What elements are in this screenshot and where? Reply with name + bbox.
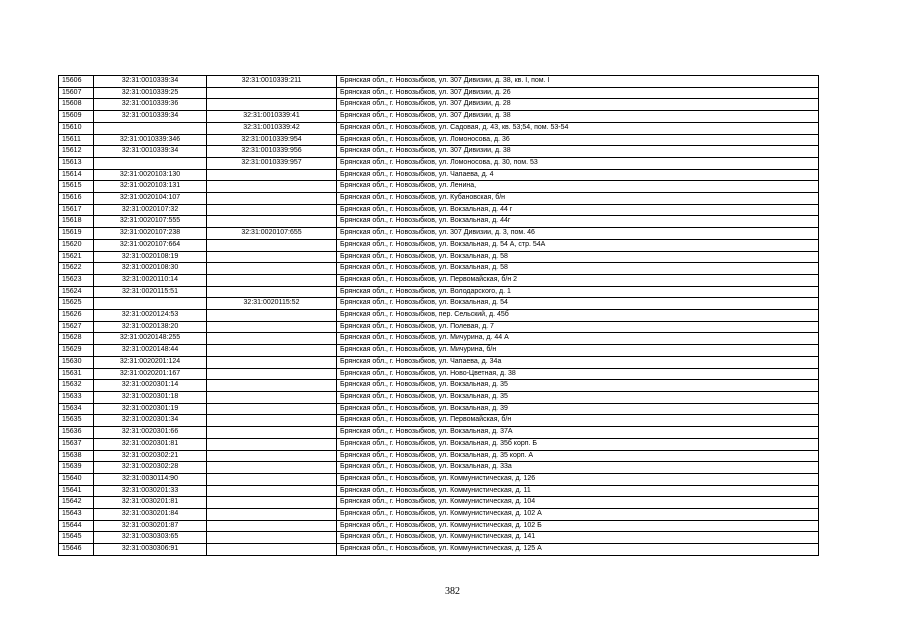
row-number-cell: 15646 <box>59 544 94 556</box>
row-number-cell: 15621 <box>59 251 94 263</box>
address-cell: Брянская обл., г. Новозыбков, ул. Ново-Цветная, д. 38 <box>337 368 819 380</box>
address-cell: Брянская обл., г. Новозыбков, ул. Вокзальная, д. 54 <box>337 298 819 310</box>
object-number-cell: 32:31:0010339:211 <box>207 76 337 88</box>
row-number-cell: 15616 <box>59 193 94 205</box>
address-cell: Брянская обл., г. Новозыбков, ул. 307 Дивизии, д. 26 <box>337 87 819 99</box>
object-number-cell <box>207 169 337 181</box>
address-cell: Брянская обл., г. Новозыбков, ул. Мичурина, д. 44 А <box>337 333 819 345</box>
row-number-cell: 15630 <box>59 356 94 368</box>
row-number-cell: 15632 <box>59 380 94 392</box>
table-row <box>59 509 819 521</box>
object-number-cell <box>207 310 337 322</box>
row-number-cell: 15641 <box>59 485 94 497</box>
row-number-cell: 15640 <box>59 473 94 485</box>
row-number-cell: 15620 <box>59 239 94 251</box>
table-row <box>59 415 819 427</box>
address-cell: Брянская обл., г. Новозыбков, ул. Коммунистическая, д. 104 <box>337 497 819 509</box>
cadastral-number-cell: 32:31:0030201:81 <box>94 497 207 509</box>
cadastral-number-cell: 32:31:0030303:65 <box>94 532 207 544</box>
object-number-cell <box>207 333 337 345</box>
address-cell: Брянская обл., г. Новозыбков, ул. Вокзальная, д. 35б корп. Б <box>337 438 819 450</box>
table-row <box>59 497 819 509</box>
table-row <box>59 146 819 158</box>
row-number-cell: 15614 <box>59 169 94 181</box>
table-row <box>59 181 819 193</box>
row-number-cell: 15631 <box>59 368 94 380</box>
object-number-cell <box>207 286 337 298</box>
object-number-cell: 32:31:0010339:956 <box>207 146 337 158</box>
object-number-cell <box>207 391 337 403</box>
cadastral-number-cell: 32:31:0020104:107 <box>94 193 207 205</box>
row-number-cell: 15639 <box>59 462 94 474</box>
cadastral-number-cell: 32:31:0030201:33 <box>94 485 207 497</box>
row-number-cell: 15642 <box>59 497 94 509</box>
cadastral-number-cell: 32:31:0020301:34 <box>94 415 207 427</box>
object-number-cell <box>207 544 337 556</box>
address-cell: Брянская обл., г. Новозыбков, ул. Вокзальная, д. 35 <box>337 380 819 392</box>
address-cell: Брянская обл., г. Новозыбков, ул. Ломоносова, д. 36 <box>337 134 819 146</box>
address-cell: Брянская обл., г. Новозыбков, ул. Коммунистическая, д. 102 А <box>337 509 819 521</box>
address-cell: Брянская обл., г. Новозыбков, ул. 307 Дивизии, д. 28 <box>337 99 819 111</box>
address-cell: Брянская обл., г. Новозыбков, ул. Первомайская, б/н 2 <box>337 274 819 286</box>
address-cell: Брянская обл., г. Новозыбков, ул. Коммунистическая, д. 11 <box>337 485 819 497</box>
cadastral-number-cell: 32:31:0030306:91 <box>94 544 207 556</box>
object-number-cell: 32:31:0010339:42 <box>207 122 337 134</box>
object-number-cell: 32:31:0010339:957 <box>207 157 337 169</box>
table-row <box>59 532 819 544</box>
object-number-cell: 32:31:0020107:655 <box>207 228 337 240</box>
row-number-cell: 15618 <box>59 216 94 228</box>
table-row <box>59 333 819 345</box>
table-row <box>59 239 819 251</box>
table-row <box>59 345 819 357</box>
cadastral-number-cell <box>94 157 207 169</box>
object-number-cell <box>207 380 337 392</box>
object-number-cell <box>207 473 337 485</box>
object-number-cell <box>207 345 337 357</box>
table-row <box>59 99 819 111</box>
object-number-cell <box>207 193 337 205</box>
cadastral-number-cell: 32:31:0030201:87 <box>94 520 207 532</box>
table-row <box>59 438 819 450</box>
object-number-cell <box>207 520 337 532</box>
table-row <box>59 485 819 497</box>
row-number-cell: 15609 <box>59 111 94 123</box>
cadastral-number-cell: 32:31:0030201:84 <box>94 509 207 521</box>
cadastral-number-cell: 32:31:0020301:19 <box>94 403 207 415</box>
table-row <box>59 391 819 403</box>
cadastral-number-cell: 32:31:0010339:36 <box>94 99 207 111</box>
address-cell: Брянская обл., г. Новозыбков, ул. 307 Дивизии, д. 38 <box>337 146 819 158</box>
cadastral-number-cell: 32:31:0020302:28 <box>94 462 207 474</box>
table-row <box>59 403 819 415</box>
table-row <box>59 368 819 380</box>
row-number-cell: 15612 <box>59 146 94 158</box>
address-cell: Брянская обл., г. Новозыбков, ул. Володарского, д. 1 <box>337 286 819 298</box>
table-row <box>59 356 819 368</box>
table-row <box>59 193 819 205</box>
object-number-cell <box>207 497 337 509</box>
cadastral-number-cell: 32:31:0020107:555 <box>94 216 207 228</box>
address-cell: Брянская обл., г. Новозыбков, ул. Кубановская, б/н <box>337 193 819 205</box>
cadastral-number-cell: 32:31:0020148:255 <box>94 333 207 345</box>
row-number-cell: 15624 <box>59 286 94 298</box>
address-cell: Брянская обл., г. Новозыбков, ул. Первомайская, б/н <box>337 415 819 427</box>
cadastral-number-cell: 32:31:0020301:18 <box>94 391 207 403</box>
row-number-cell: 15627 <box>59 321 94 333</box>
row-number-cell: 15608 <box>59 99 94 111</box>
row-number-cell: 15637 <box>59 438 94 450</box>
table-row <box>59 122 819 134</box>
row-number-cell: 15619 <box>59 228 94 240</box>
cadastral-number-cell: 32:31:0020107:32 <box>94 204 207 216</box>
cadastral-number-cell: 32:31:0020201:124 <box>94 356 207 368</box>
row-number-cell: 15613 <box>59 157 94 169</box>
address-cell: Брянская обл., г. Новозыбков, ул. Мичурина, б/н <box>337 345 819 357</box>
address-cell: Брянская обл., г. Новозыбков, ул. Вокзальная, д. 44 г <box>337 204 819 216</box>
table-row <box>59 134 819 146</box>
table-row <box>59 286 819 298</box>
cadastral-number-cell: 32:31:0030114:90 <box>94 473 207 485</box>
cadastral-number-cell: 32:31:0020110:14 <box>94 274 207 286</box>
table-row <box>59 111 819 123</box>
object-number-cell <box>207 368 337 380</box>
table-row <box>59 427 819 439</box>
row-number-cell: 15607 <box>59 87 94 99</box>
cadastral-number-cell: 32:31:0020107:664 <box>94 239 207 251</box>
row-number-cell: 15606 <box>59 76 94 88</box>
object-number-cell <box>207 251 337 263</box>
object-number-cell <box>207 181 337 193</box>
table-row <box>59 251 819 263</box>
address-cell: Брянская обл., г. Новозыбков, ул. Садовая, д. 43, кв. 53;54, пом. 53-54 <box>337 122 819 134</box>
cadastral-number-cell: 32:31:0020115:51 <box>94 286 207 298</box>
cadastral-number-cell: 32:31:0010339:34 <box>94 111 207 123</box>
address-cell: Брянская обл., г. Новозыбков, пер. Сельский, д. 45б <box>337 310 819 322</box>
address-cell: Брянская обл., г. Новозыбков, ул. Полевая, д. 7 <box>337 321 819 333</box>
object-number-cell <box>207 532 337 544</box>
address-cell: Брянская обл., г. Новозыбков, ул. Вокзальная, д. 58 <box>337 251 819 263</box>
cadastral-number-cell: 32:31:0020301:66 <box>94 427 207 439</box>
table-row <box>59 321 819 333</box>
row-number-cell: 15623 <box>59 274 94 286</box>
object-number-cell <box>207 427 337 439</box>
object-number-cell <box>207 509 337 521</box>
row-number-cell: 15644 <box>59 520 94 532</box>
address-cell: Брянская обл., г. Новозыбков, ул. 307 Дивизии, д. 3, пом. 46 <box>337 228 819 240</box>
object-number-cell <box>207 204 337 216</box>
address-cell: Брянская обл., г. Новозыбков, ул. Вокзальная, д. 54 А, стр. 54А <box>337 239 819 251</box>
address-cell: Брянская обл., г. Новозыбков, ул. Ломоносова, д. 30, пом. 53 <box>337 157 819 169</box>
object-number-cell <box>207 450 337 462</box>
address-cell: Брянская обл., г. Новозыбков, ул. Вокзальная, д. 35 <box>337 391 819 403</box>
table-row <box>59 169 819 181</box>
object-number-cell <box>207 99 337 111</box>
table-row <box>59 157 819 169</box>
object-number-cell <box>207 239 337 251</box>
row-number-cell: 15626 <box>59 310 94 322</box>
address-cell: Брянская обл., г. Новозыбков, ул. Коммунистическая, д. 141 <box>337 532 819 544</box>
object-number-cell <box>207 216 337 228</box>
cadastral-number-cell: 32:31:0020108:19 <box>94 251 207 263</box>
table-row <box>59 87 819 99</box>
registry-table <box>58 75 819 556</box>
table-row <box>59 544 819 556</box>
address-cell: Брянская обл., г. Новозыбков, ул. Вокзальная, д. 44г <box>337 216 819 228</box>
table-row <box>59 380 819 392</box>
cadastral-number-cell: 32:31:0010339:34 <box>94 146 207 158</box>
table-row <box>59 216 819 228</box>
row-number-cell: 15617 <box>59 204 94 216</box>
cadastral-number-cell: 32:31:0020103:131 <box>94 181 207 193</box>
cadastral-number-cell: 32:31:0020148:44 <box>94 345 207 357</box>
table-row <box>59 298 819 310</box>
registry-table-container <box>58 75 819 556</box>
row-number-cell: 15610 <box>59 122 94 134</box>
address-cell: Брянская обл., г. Новозыбков, ул. 307 Дивизии, д. 38 <box>337 111 819 123</box>
table-row <box>59 76 819 88</box>
table-row <box>59 462 819 474</box>
cadastral-number-cell: 32:31:0020302:21 <box>94 450 207 462</box>
row-number-cell: 15634 <box>59 403 94 415</box>
table-body <box>59 76 819 556</box>
address-cell: Брянская обл., г. Новозыбков, ул. Коммунистическая, д. 102 Б <box>337 520 819 532</box>
cadastral-number-cell: 32:31:0020301:81 <box>94 438 207 450</box>
object-number-cell <box>207 321 337 333</box>
cadastral-number-cell: 32:31:0020124:53 <box>94 310 207 322</box>
address-cell: Брянская обл., г. Новозыбков, ул. 307 Дивизии, д. 38, кв. I, пом. I <box>337 76 819 88</box>
page-number: 382 <box>445 586 460 597</box>
row-number-cell: 15633 <box>59 391 94 403</box>
address-cell: Брянская обл., г. Новозыбков, ул. Чапаева, д. 34а <box>337 356 819 368</box>
cadastral-number-cell <box>94 298 207 310</box>
address-cell: Брянская обл., г. Новозыбков, ул. Коммунистическая, д. 126 <box>337 473 819 485</box>
object-number-cell: 32:31:0010339:954 <box>207 134 337 146</box>
cadastral-number-cell: 32:31:0010339:34 <box>94 76 207 88</box>
table-row <box>59 520 819 532</box>
address-cell: Брянская обл., г. Новозыбков, ул. Коммунистическая, д. 125 А <box>337 544 819 556</box>
row-number-cell: 15635 <box>59 415 94 427</box>
row-number-cell: 15615 <box>59 181 94 193</box>
object-number-cell <box>207 438 337 450</box>
object-number-cell <box>207 87 337 99</box>
table-row <box>59 274 819 286</box>
row-number-cell: 15645 <box>59 532 94 544</box>
cadastral-number-cell: 32:31:0020103:130 <box>94 169 207 181</box>
address-cell: Брянская обл., г. Новозыбков, ул. Вокзальная, д. 39 <box>337 403 819 415</box>
table-row <box>59 228 819 240</box>
address-cell: Брянская обл., г. Новозыбков, ул. Вокзальная, д. 37А <box>337 427 819 439</box>
cadastral-number-cell: 32:31:0020107:238 <box>94 228 207 240</box>
object-number-cell <box>207 485 337 497</box>
table-row <box>59 204 819 216</box>
address-cell: Брянская обл., г. Новозыбков, ул. Вокзальная, д. 35 корп. А <box>337 450 819 462</box>
cadastral-number-cell: 32:31:0020138:20 <box>94 321 207 333</box>
cadastral-number-cell: 32:31:0010339:346 <box>94 134 207 146</box>
address-cell: Брянская обл., г. Новозыбков, ул. Чапаева, д. 4 <box>337 169 819 181</box>
object-number-cell <box>207 462 337 474</box>
table-row <box>59 473 819 485</box>
object-number-cell: 32:31:0020115:52 <box>207 298 337 310</box>
row-number-cell: 15638 <box>59 450 94 462</box>
table-row <box>59 263 819 275</box>
row-number-cell: 15622 <box>59 263 94 275</box>
object-number-cell <box>207 415 337 427</box>
row-number-cell: 15643 <box>59 509 94 521</box>
row-number-cell: 15625 <box>59 298 94 310</box>
cadastral-number-cell: 32:31:0010339:25 <box>94 87 207 99</box>
object-number-cell <box>207 356 337 368</box>
object-number-cell: 32:31:0010339:41 <box>207 111 337 123</box>
cadastral-number-cell: 32:31:0020301:14 <box>94 380 207 392</box>
cadastral-number-cell <box>94 122 207 134</box>
cadastral-number-cell: 32:31:0020201:167 <box>94 368 207 380</box>
object-number-cell <box>207 274 337 286</box>
table-row <box>59 450 819 462</box>
row-number-cell: 15628 <box>59 333 94 345</box>
row-number-cell: 15629 <box>59 345 94 357</box>
address-cell: Брянская обл., г. Новозыбков, ул. Вокзальная, д. 33а <box>337 462 819 474</box>
address-cell: Брянская обл., г. Новозыбков, ул. Ленина, <box>337 181 819 193</box>
table-row <box>59 310 819 322</box>
address-cell: Брянская обл., г. Новозыбков, ул. Вокзальная, д. 58 <box>337 263 819 275</box>
row-number-cell: 15636 <box>59 427 94 439</box>
object-number-cell <box>207 403 337 415</box>
object-number-cell <box>207 263 337 275</box>
cadastral-number-cell: 32:31:0020108:30 <box>94 263 207 275</box>
row-number-cell: 15611 <box>59 134 94 146</box>
